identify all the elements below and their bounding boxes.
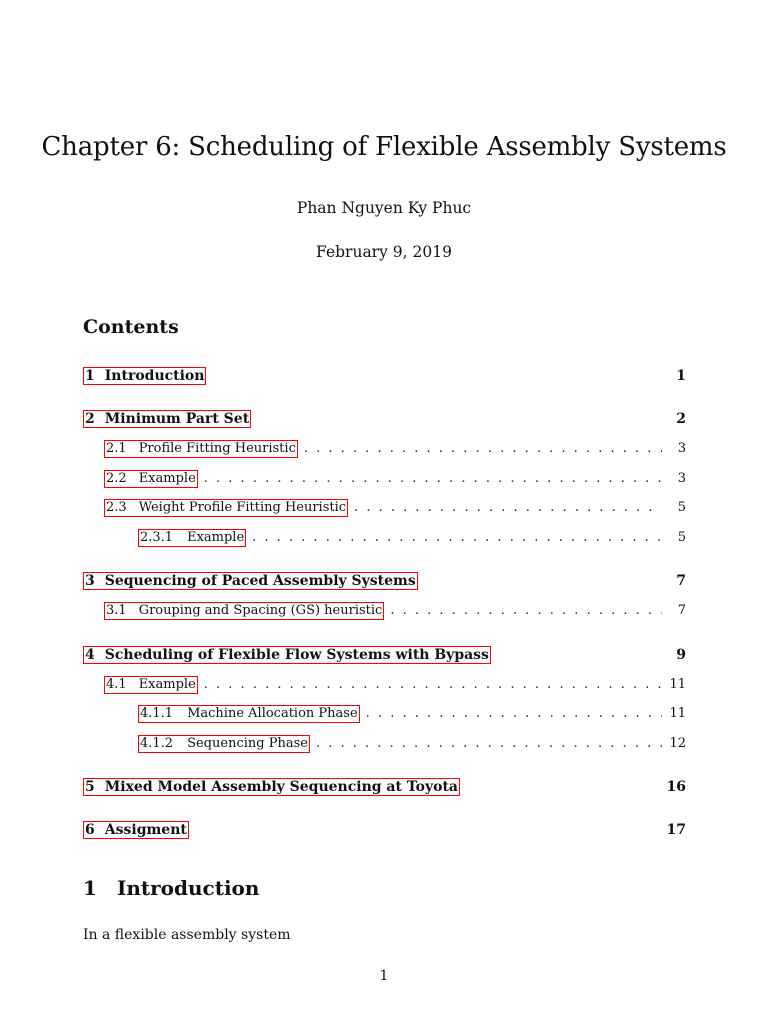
toc-entry-page: 9 bbox=[676, 647, 686, 663]
toc-link[interactable] bbox=[104, 499, 348, 517]
toc-entry-number: 3 bbox=[85, 573, 95, 589]
toc-entry-label: Example bbox=[138, 471, 196, 486]
toc-entry-number: 4 bbox=[85, 647, 95, 663]
toc-leader-dots bbox=[390, 601, 662, 621]
toc-link[interactable] bbox=[83, 778, 460, 796]
toc-entry-page: 16 bbox=[666, 779, 686, 795]
toc-leader-dots bbox=[204, 675, 662, 695]
toc-entry-page: 2 bbox=[676, 411, 686, 427]
toc-leader-dots bbox=[354, 498, 662, 518]
toc-entry bbox=[83, 777, 686, 797]
toc-entry-label: Sequencing Phase bbox=[187, 736, 308, 751]
toc-entry-page: 3 bbox=[677, 441, 686, 456]
toc-entry-page: 5 bbox=[677, 500, 686, 515]
toc-entry-page: 17 bbox=[666, 822, 686, 838]
page-number: 1 bbox=[379, 968, 389, 984]
toc-entry bbox=[83, 366, 686, 386]
toc-entry-label: Minimum Part Set bbox=[104, 411, 250, 427]
toc-link[interactable] bbox=[83, 367, 206, 385]
toc-entry-number: 4.1.2 bbox=[140, 736, 174, 751]
document-date: February 9, 2019 bbox=[316, 243, 452, 261]
toc-entry bbox=[83, 571, 686, 591]
toc-entry-number: 2.1 bbox=[106, 441, 127, 456]
toc-entry bbox=[138, 734, 686, 754]
toc-entry-label: Mixed Model Assembly Sequencing at Toyota bbox=[104, 779, 458, 795]
toc-entry bbox=[104, 498, 686, 518]
toc-entry-page: 5 bbox=[677, 530, 686, 545]
toc-leader-dots bbox=[316, 734, 662, 754]
toc-link[interactable] bbox=[83, 572, 418, 590]
toc-entry-label: Weight Profile Fitting Heuristic bbox=[138, 500, 347, 515]
toc-entry-page: 7 bbox=[676, 573, 686, 589]
toc-link[interactable] bbox=[138, 705, 360, 723]
toc-entry-label: Assigment bbox=[104, 822, 187, 838]
toc-leader-dots bbox=[366, 704, 662, 724]
toc-entry bbox=[104, 675, 686, 695]
toc-entry-label: Grouping and Spacing (GS) heuristic bbox=[138, 603, 383, 618]
toc-entry-number: 4.1.1 bbox=[140, 706, 174, 721]
toc-entry-page: 12 bbox=[669, 736, 686, 751]
toc-entry-label: Sequencing of Paced Assembly Systems bbox=[104, 573, 416, 589]
toc-entry bbox=[104, 601, 686, 621]
toc-link[interactable] bbox=[83, 821, 189, 839]
toc-entry-label: Example bbox=[187, 530, 245, 545]
section-title: Introduction bbox=[117, 876, 260, 900]
toc-entry bbox=[104, 439, 686, 459]
toc-entry-number: 5 bbox=[85, 779, 95, 795]
toc-link[interactable] bbox=[83, 410, 251, 428]
toc-entry-label: Introduction bbox=[104, 368, 205, 384]
toc-link[interactable] bbox=[138, 735, 310, 753]
toc-entry-page: 11 bbox=[669, 677, 686, 692]
toc-leader-dots bbox=[252, 528, 662, 548]
toc-entry bbox=[138, 528, 686, 548]
toc-entry-page: 7 bbox=[677, 603, 686, 618]
toc-leader-dots bbox=[204, 469, 662, 489]
toc-entry bbox=[83, 409, 686, 429]
toc-entry-number: 2.2 bbox=[106, 471, 127, 486]
toc-entry bbox=[83, 645, 686, 665]
contents-heading: Contents bbox=[83, 316, 179, 338]
toc-entry-label: Machine Allocation Phase bbox=[187, 706, 358, 721]
section-number: 1 bbox=[83, 876, 97, 900]
document-title: Chapter 6: Scheduling of Flexible Assembly Systems bbox=[41, 132, 727, 162]
toc-entry-number: 2.3 bbox=[106, 500, 127, 515]
toc-link[interactable] bbox=[104, 676, 198, 694]
toc-entry-number: 3.1 bbox=[106, 603, 127, 618]
toc-link[interactable] bbox=[138, 529, 246, 547]
toc-entry-label: Example bbox=[138, 677, 196, 692]
toc-entry-page: 11 bbox=[669, 706, 686, 721]
toc-entry-page: 1 bbox=[676, 368, 686, 384]
toc-entry-number: 1 bbox=[85, 368, 95, 384]
toc-entry bbox=[138, 704, 686, 724]
toc-entry bbox=[104, 469, 686, 489]
toc-link[interactable] bbox=[104, 602, 384, 620]
toc-entry-number: 6 bbox=[85, 822, 95, 838]
document-author: Phan Nguyen Ky Phuc bbox=[296, 199, 472, 217]
toc-leader-dots bbox=[304, 439, 662, 459]
toc-entry-number: 2.3.1 bbox=[140, 530, 174, 545]
toc-entry-number: 2 bbox=[85, 411, 95, 427]
toc-entry-label: Scheduling of Flexible Flow Systems with Bypass bbox=[104, 647, 489, 663]
section-body-text: In a flexible assembly system bbox=[83, 927, 291, 943]
toc-entry-number: 4.1 bbox=[106, 677, 127, 692]
toc-entry-label: Profile Fitting Heuristic bbox=[138, 441, 296, 456]
toc-link[interactable] bbox=[104, 470, 198, 488]
toc-link[interactable] bbox=[83, 646, 491, 664]
toc-entry bbox=[83, 820, 686, 840]
section-heading bbox=[83, 876, 259, 900]
toc-entry-page: 3 bbox=[677, 471, 686, 486]
toc-link[interactable] bbox=[104, 440, 298, 458]
